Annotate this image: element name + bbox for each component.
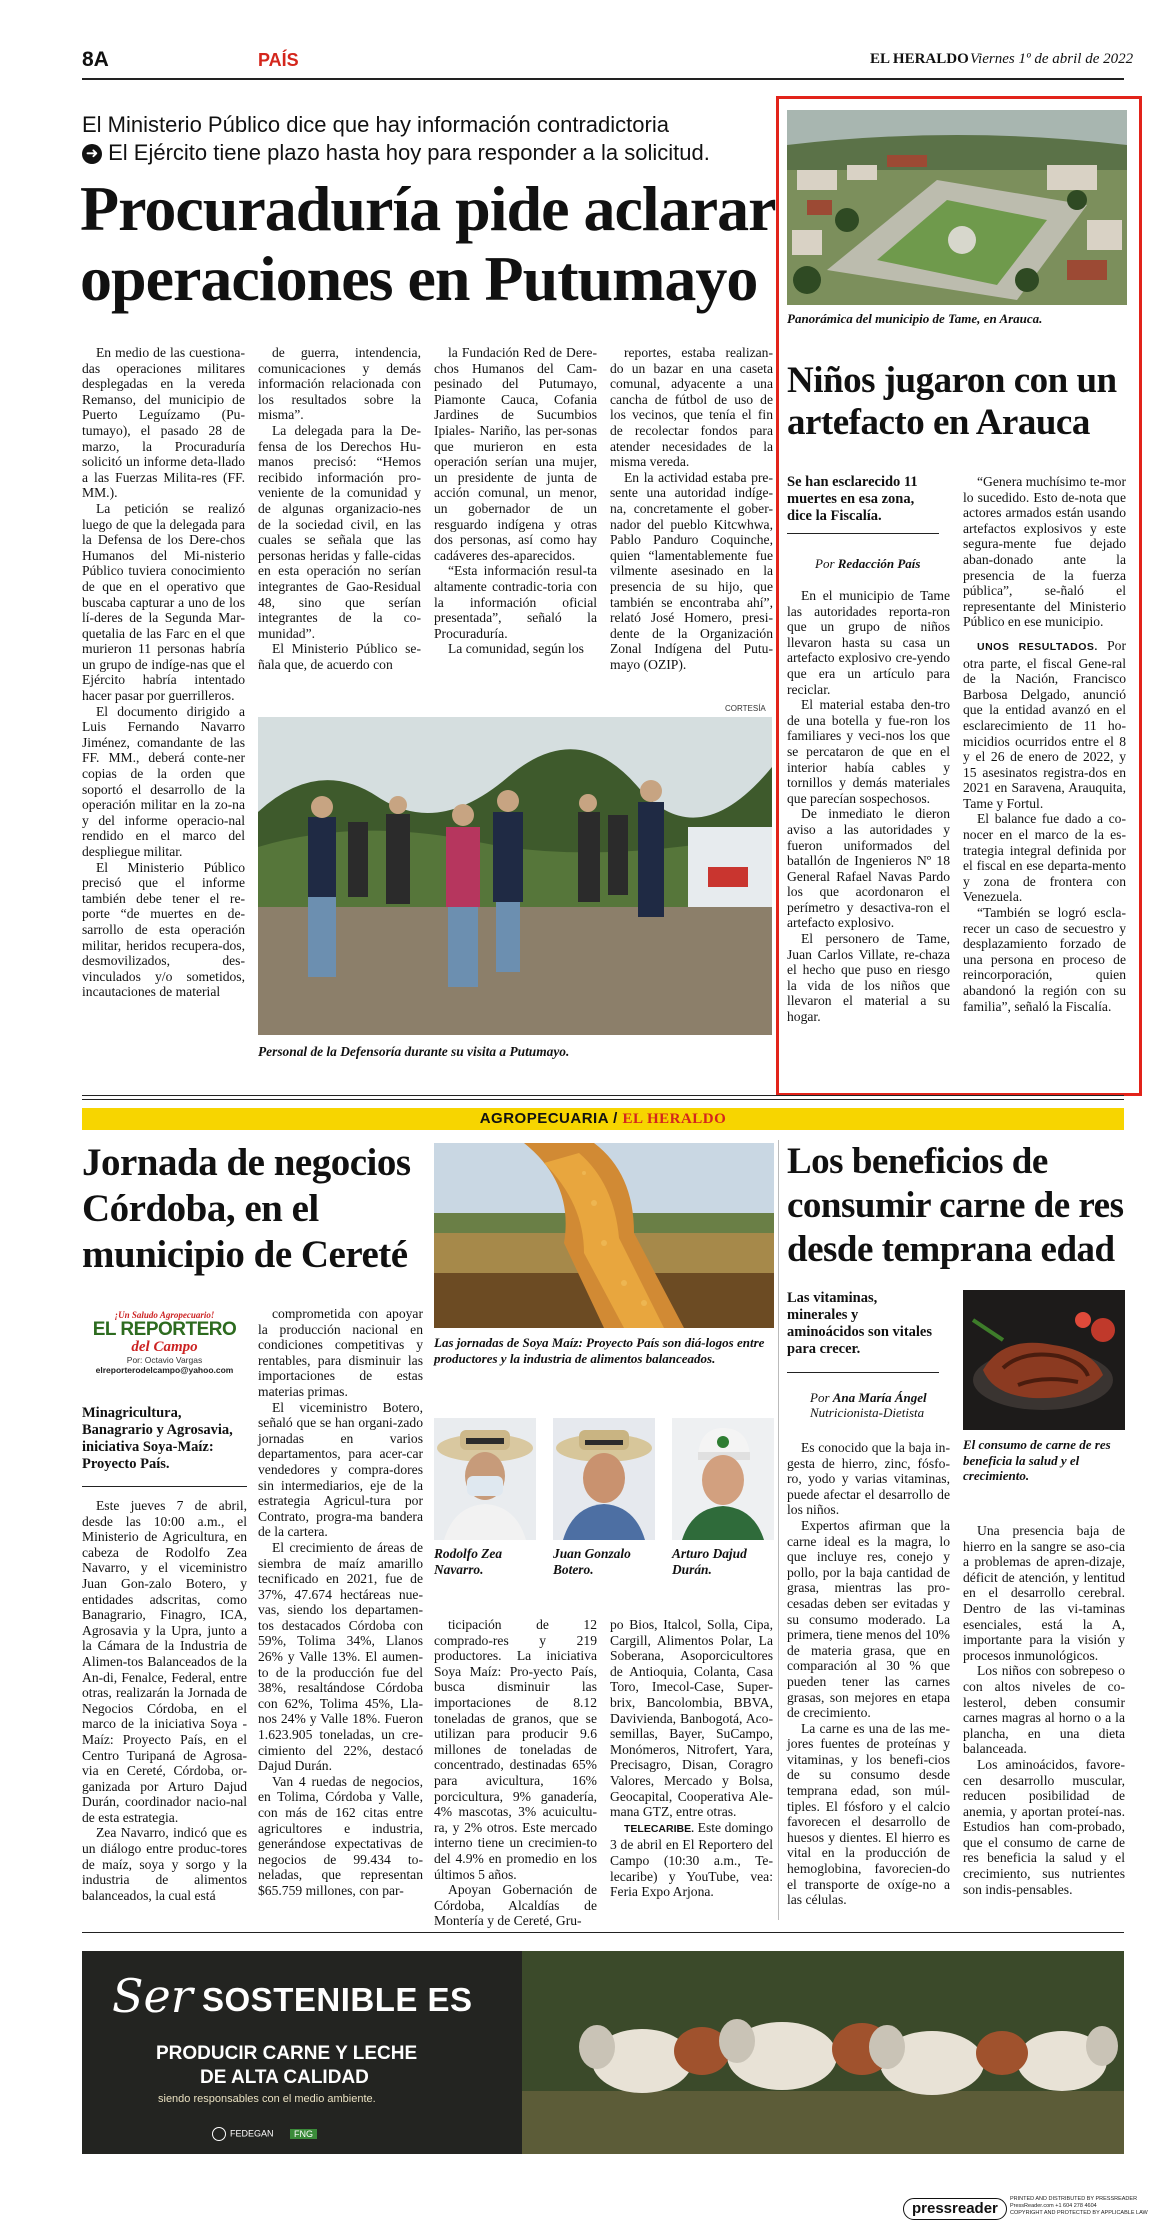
carne-byline-role: Nutricionista-Dietista	[810, 1405, 925, 1420]
fedegan-logo-text: FEDEGAN	[230, 2128, 274, 2139]
page-number: 8A	[82, 48, 109, 71]
paragraph: La petición se realizó luego de que la delegada para la Defensa de los Dere-chos Humanos del Mi-nisterio Público tuviera conocimiento de que en el operativo que buscaba capturar a uno de los lí-deres de la Segunda Mar-quetalia de las Farc en el que murieron 11 personas habría un grupo de indíge-nas que el Ejército habría intentado hacer pasar por guerrilleros.	[82, 500, 245, 704]
paragraph: Expertos afirman que la carne ideal es la magra, lo que incluye res, conejo y pollo, por la baja cantidad de grasa, mientras las pro-cesadas deben ser evitadas y su consumo moderado. La primera, tiene menos del 10% de materia grasa, que en comparación al 30 % que pueden tener las carnes grasas, son mejores en etapa de crecimiento.	[787, 1517, 950, 1721]
tame-aerial-photo	[787, 110, 1127, 305]
soya-maiz-caption: Las jornadas de Soya Maíz: Proyecto País son diá-logos entre productores y la industria de alimentos balanceados.	[434, 1335, 765, 1366]
agro-col-2	[258, 1306, 423, 1899]
paragraph: El balance fue dado a co-nocer en el marco de la es-trategia integral definida por el fiscal en ese departa-mento y zona de frontera con Venezuela.	[963, 811, 1126, 905]
lead-col-4	[610, 345, 773, 672]
steak-photo	[963, 1290, 1125, 1430]
paragraph: Los niños con sobrepeso o con altos niveles de co-lesterol, deben consumir carnes magras al horno o a la plancha, en una dieta balanceada.	[963, 1663, 1125, 1757]
lead-col-2	[258, 345, 421, 672]
pressreader-logo[interactable]	[903, 2198, 1007, 2220]
paragraph: El material estaba den-tro de una botella y fue-ron los familiares y veci-nos los que se percataron de que en el interior había cables y tornillos y demás materiales que parecían sospechosos.	[787, 697, 950, 806]
carne-byline	[810, 1390, 927, 1420]
lead-col-3	[434, 345, 597, 657]
kicker-2-text: El Ejército tiene plazo hasta hoy para responder a la solicitud.	[108, 140, 710, 165]
agro-banner-label: AGROPECUARIA	[479, 1110, 609, 1127]
paragraph: Una presencia baja de hierro en la sangre se aso-cia a problemas de apren-dizaje, déficit de atención, y lentitud en el desarrollo cerebral. Dentro de las vi-taminas esenciales, está la A, importante para la visión y procesos inmunológicos.	[963, 1523, 1125, 1663]
lead-photo-caption: Personal de la Defensoría durante su visita a Putumayo.	[258, 1044, 570, 1059]
lead-headline-line1: Procuraduría pide aclarar	[80, 173, 776, 244]
agro-col-4	[610, 1617, 773, 1900]
agro-col-3	[434, 1617, 597, 1929]
arauca-headline-line2: artefacto en Arauca	[787, 402, 1090, 443]
paragraph: De inmediato le dieron aviso a las autoridades y fueron uniformados del batallón de Ingenieros Nº 18 General Rafael Navas Pardo los que acordonaron el perímetro y desactiva-ron el artefacto explosivo.	[787, 806, 950, 931]
arauca-byline	[815, 556, 920, 572]
paragraph: Este jueves 7 de abril, desde las 10:00 a.m., el Ministerio de Agricultura, en cabeza de Rodolfo Zea Navarro, y el viceministro Juan Gon-zalo Botero, y entidades adscritas, como Banagrario, Finagro, ICA, Agrosavia y la Upra, junto a la Cámara de la Industria de Alimen-tos Balanceados de la An-di, Fenalce, Federal, entre otras, realizarán la Jornada de Negocios Córdoba, en el marco de la iniciativa Soya - Maíz: Proyecto País, en el Centro Turipaná de Agrosa-via en Cereté, Córdoba, or-ganizada por Arturo Dajud Durán, coordinador nacio-nal de esta estrategia.	[82, 1498, 247, 1825]
fedegan-ad	[82, 1951, 1124, 2154]
ad-line4: siendo responsables con el medio ambiente.	[158, 2093, 376, 2105]
agro-col-4-sponsors: po Bios, Italcol, Solla, Cipa, Cargill, Alimentos Polar, La Soberana, Asoporcicultores de Antioquia, Colanta, Casa Toro, Imecol-Case, Super-brix, Bancolombia, BBVA, Davivienda, Banbogotá, Aco-semillas, Bayer, SuCampo, Monómeros, Nitrofert, Yara, Precisagro, Disan, Coragro Valores, Mercado y Bolsa, Geocapital, Cooperativa Ale-mana GTZ, entre otras.	[610, 1617, 773, 1820]
paragraph: El personero de Tame, Juan Carlos Villate, re-chaza el hecho que puso en riesgo la vida de los niños que llevaron el material a su hogar.	[787, 931, 950, 1025]
tame-caption: Panorámica del municipio de Tame, en Arauca.	[787, 311, 1043, 326]
fng-logo: FNG	[290, 2129, 317, 2139]
agro-banner-sep: /	[613, 1110, 618, 1127]
carne-headline	[787, 1140, 1124, 1272]
paragraph: comprometida con apoyar la producción nacional en condiciones competitivas y rentables, para disminuir las importaciones de estas materias primas.	[258, 1306, 423, 1399]
lead-headline	[80, 174, 776, 314]
arauca-col-1	[787, 588, 950, 1025]
arauca-col-2	[963, 474, 1126, 1014]
agro-telecaribe-text: Este domingo 3 de abril en El Reportero del Campo (10:30 a.m., Te-lecaribe) y YouTube, vea: Feria Expo Arjona.	[610, 1819, 773, 1900]
carne-headline-line3: desde temprana edad	[787, 1229, 1115, 1270]
carne-headline-line1: Los beneficios de	[787, 1141, 1048, 1182]
paragraph: El crecimiento de áreas de siembra de maíz amarillo tecnificado en 2021, fue de 37%, 47.674 hectáreas nue-vas, siendo los departamen-tos destacados Córdoba con 59%, Tolima 34%, Llanos 26% y Valle 13%. El aumen-to de la producción fue del 38%, resaltándose Córdoba con 62%, Tolima 45%, Lla-nos 24% y Valle 18%. Fueron 1.623.905 toneladas, un cre-cimiento del 22%, destacó Dajud Durán.	[258, 1539, 423, 1774]
lead-col-1	[82, 345, 245, 1000]
carne-col-2	[963, 1523, 1125, 1897]
ad-top-rule	[82, 1932, 1124, 1933]
arauca-deck: Se han esclarecido 11 muertes en esa zona, dice la Fiscalía.	[787, 474, 918, 524]
agro-deck-rule	[82, 1486, 247, 1487]
ad-line1: SOSTENIBLE ES	[202, 1981, 473, 2018]
carne-headline-line2: consumir carne de res	[787, 1185, 1124, 1226]
arauca-headline-line1: Niños jugaron con un	[787, 360, 1117, 401]
arrow-circle-icon: ➜	[82, 144, 102, 164]
logo-email: elreporterodelcampo@yahoo.com	[95, 1365, 234, 1375]
paragraph: “Esta información resul-ta altamente contradic-toria con la información oficial presentada”, señaló la Procuraduría.	[434, 563, 597, 641]
arauca-headline	[787, 360, 1117, 444]
paragraph: El viceministro Botero, señaló que se han organi-zado jornadas en varios departamentos, para acer-car vendedores y compra-dores sin intermediarios, eje de la estrategia Agricul-tura por Contrato, progra-ma bandera de la cartera.	[258, 1399, 423, 1540]
logo-author: Por: Octavio Vargas	[126, 1355, 203, 1365]
lead-headline-line2: operaciones en Putumayo	[80, 243, 758, 314]
agro-banner-paper: EL HERALDO	[622, 1111, 727, 1127]
reportero-logo	[82, 1310, 247, 1388]
fedegan-logo	[212, 2127, 274, 2141]
paragraph: reportes, estaba realizan-do un bazar en una caseta comunal, adyacente a una cancha de fútbol de uso de los vecinos, que tenía el fin de recolectar fondos para atender necesidades de la misma vereda.	[610, 345, 773, 470]
portrait-botero	[553, 1418, 655, 1540]
defensoria-photo	[258, 717, 772, 1035]
logo-main: EL REPORTERO	[92, 1319, 237, 1340]
kicker-2	[82, 140, 710, 166]
soya-maiz-photo	[434, 1143, 774, 1328]
steak-caption: El consumo de carne de res beneficia la salud y el crecimiento.	[963, 1437, 1111, 1483]
paragraph: Van 4 ruedas de negocios, en Tolima, Córdoba y Valle, con más de 162 citas entre agricultores e industria, generándose expectativas de negocios de 99.434 to-neladas, que representan $65.759 millones, con par-	[258, 1773, 423, 1898]
paragraph: “También se logró escla-recer un caso de secuestro y desplazamiento forzado de una persona en proceso de reincorporación, quien abandonó la región con su familia”, señaló la Fiscalía.	[963, 905, 1126, 1014]
agro-telecaribe-lead: TELECARIBE.	[624, 1822, 695, 1835]
portrait-caption-dajud: Arturo Dajud Durán.	[672, 1546, 747, 1577]
agro-banner	[82, 1108, 1124, 1130]
paragraph: En medio de las cuestiona-das operaciones militares desplegadas en la vereda Remanso, del municipio de Puerto Leguízamo (Pu-tumayo), el pasado 28 de marzo, la Procuraduría solicitó un informe deta-llado a las Fuerzas Milita-res (FF. MM.).	[82, 345, 245, 501]
agro-col-1	[82, 1498, 247, 1903]
paragraph: En el municipio de Tame las autoridades reporta-ron que un grupo de niños llevaron hasta su casa un artefacto explosivo cre-yendo que era un artículo para reciclar.	[787, 588, 950, 697]
paragraph: En la actividad estaba pre-sente una autoridad indíge-na, concretamente el gober-nador del pueblo Kitcwhwa, Pablo Panduro Coquinche, quien “lamentablemente fue vilmente asesinado en la presencia de su hijo, que también se encontraba ahí”, relató José Homero, presi-dente de la Organización Zonal Indígena del Putu-mayo (OZIP).	[610, 469, 773, 672]
carne-col-rule	[778, 1140, 779, 1920]
ad-script: Ser	[112, 1969, 193, 2023]
arauca-col-2-body: Por otra parte, el fiscal Gene-ral de la Nación, Francisco Barbosa Delgado, anunció que la entidad avanzó en el esclarecimiento de 11 ho-micidios ocurridos entre el 8 y el 26 de enero de 2022, y 15 asesinatos registra-dos en 2021 en Saravena, Arauquita, Tame y Fortul.	[963, 637, 1126, 811]
portrait-caption-botero: Juan Gonzalo Botero.	[553, 1546, 631, 1577]
paragraph: El Ministerio Público precisó que el informe también debe tener el re-porte “de muertes en de-sarrollo de esta operación militar, heridos recupera-dos, desmovilizados, des-vinculados y/o sometidos, incautaciones de material	[82, 859, 245, 1000]
paragraph: de guerra, intendencia, comunicaciones y demás información relacionada con los resultados sobre la misma”.	[258, 345, 421, 423]
paragraph: La comunidad, según los	[448, 641, 584, 657]
carne-byline-name: Ana María Ángel	[832, 1390, 927, 1405]
arauca-subhead: UNOS RESULTADOS.	[977, 640, 1098, 653]
paragraph: Es conocido que la baja in-gesta de hierro, zinc, fósfo-ro, yodo y varias vitaminas, puede afectar el desarrollo de los niños.	[787, 1440, 950, 1518]
paragraph: La delegada para la De-fensa de los Derechos Hu-manos precisó: “Hemos recibido información pro-veniente de la comunidad y de algunas organizacio-nes de la sociedad civil, en las cuales se señala que las personas heridas y falle-cidas en esta operación no serían integrantes de Gao-Residual 48, sino que serían integrantes de la co-munidad”.	[258, 422, 421, 641]
agro-headline	[82, 1140, 411, 1278]
ad-line3: DE ALTA CALIDAD	[200, 2067, 369, 2088]
kicker: El Ministerio Público dice que hay información contradictoria	[82, 112, 669, 137]
arauca-deck-rule	[787, 533, 939, 534]
logo-tagline: ¡Un Saludo Agropecuario!	[114, 1310, 215, 1320]
arauca-byline-pre: Por	[815, 556, 835, 571]
paragraph: ticipación de 12 comprado-res y 219 productores. La iniciativa Soya Maíz: Pro-yecto País, busca disminuir las importaciones de 8.12 toneladas de granos, que se utilizan para producir 9.6 millones de toneladas de concentrado, destinadas 65% para avicultura, 16% porcicultura, 9% ganadería, 4% mascotas, 3% acuicultu-ra, y 2% otros. Este mercado interno tiene un crecimien-to del 4.9% en promedio en los últimos 5 años.	[434, 1617, 597, 1882]
agro-deck: Minagricultura, Banagrario y Agrosavia, iniciativa Soya-Maíz: Proyecto País.	[82, 1405, 233, 1472]
agro-headline-line1: Jornada de negocios	[82, 1141, 411, 1184]
section-label: PAÍS	[258, 50, 299, 70]
pressreader-fine-print: PRINTED AND DISTRIBUTED BY PRESSREADER PressReader.com +1 604 278 4604 COPYRIGHT AND PROTECTED BY APPLICABLE LAW	[1010, 2196, 1148, 2216]
carne-col-1	[787, 1440, 950, 1908]
paragraph: La carne es una de las me-jores fuentes de proteínas y vitaminas, y los benefi-cios de su consumo desde temprana edad, son múl-tiples. El fósforo y el calcio favorecen el desarrollo de huesos y dientes. El hierro es vital en la producción de hemoglobina, favorecien-do el transporte de oxíge-no a las células.	[787, 1720, 950, 1908]
paragraph: El documento dirigido a Luis Fernando Navarro Jiménez, comandante de las FF. MM., deberá conte-ner copias de la orden que soportó el desarrollo de la operación militar en la zo-na y del informe operacio-nal rendido en el marco del despliegue militar.	[82, 703, 245, 859]
carne-deck-rule	[787, 1372, 939, 1373]
portrait-dajud	[672, 1418, 774, 1540]
paragraph: Los aminoácidos, favore-cen desarrollo muscular, reducen posibilidad de anemia, y aportan proteí-nas. Estudios han com-probado, que el consumo de carne de res beneficia la salud y el crecimiento, sus nutrientes son indis-pensables.	[963, 1756, 1125, 1897]
paragraph: la Fundación Red de Dere-chos Humanos del Cam-pesinado del Putumayo, Piamonte Cauca, Cofania Jardines de Sucumbios Ipiales- Nariño, las per-sonas que murieron en esta operación serían una mujer, un presidente de junta de acción comunal, un menor, un gobernador de un resguardo indígena y otras dos personas, así como hay cadáveres des-aparecidos.	[434, 345, 597, 563]
pressreader-brand: pressreader	[912, 2200, 998, 2217]
fedegan-icon	[212, 2127, 226, 2141]
arauca-byline-name: Redacción País	[837, 556, 921, 571]
arauca-col-2-quote: “Genera muchísimo te-mor lo sucedido. Esto de-nota que actores armados están usando artefactos explosivos y este segura-mente fue dejado aban-donado ante la presencia de la fuerza pública”, se-ñaló el representante del Ministerio Público en ese municipio.	[963, 474, 1126, 630]
section-double-rule	[82, 1095, 1124, 1096]
paragraph: El Ministerio Público se-ñala que, de acuerdo con	[258, 641, 421, 672]
carne-byline-pre: Por	[810, 1390, 830, 1405]
carne-deck: Las vitaminas, minerales y aminoácidos son vitales para crecer.	[787, 1290, 933, 1357]
logo-sub: del Campo	[131, 1339, 198, 1355]
paragraph: Apoyan Gobernación de Córdoba, Alcaldías de Montería y de Cereté, Gru-	[434, 1882, 597, 1929]
portrait-zea	[434, 1418, 536, 1540]
ad-line2: PRODUCIR CARNE Y LECHE	[156, 2043, 418, 2064]
paragraph: Zea Navarro, indicó que es un diálogo entre produc-tores de maíz, soya y sorgo y la industria de alimentos balanceados, la cual está	[82, 1825, 247, 1903]
agro-headline-line2: Córdoba, en el	[82, 1187, 319, 1230]
agro-headline-line3: municipio de Cereté	[82, 1233, 408, 1276]
section-double-rule-2	[82, 1099, 1124, 1100]
masthead-rule	[82, 78, 1124, 80]
photo-credit: CORTESÍA	[725, 704, 766, 713]
paper-name: EL HERALDO	[870, 51, 969, 67]
issue-date: Viernes 1º de abril de 2022	[970, 51, 1134, 67]
portrait-caption-zea: Rodolfo Zea Navarro.	[434, 1546, 503, 1577]
